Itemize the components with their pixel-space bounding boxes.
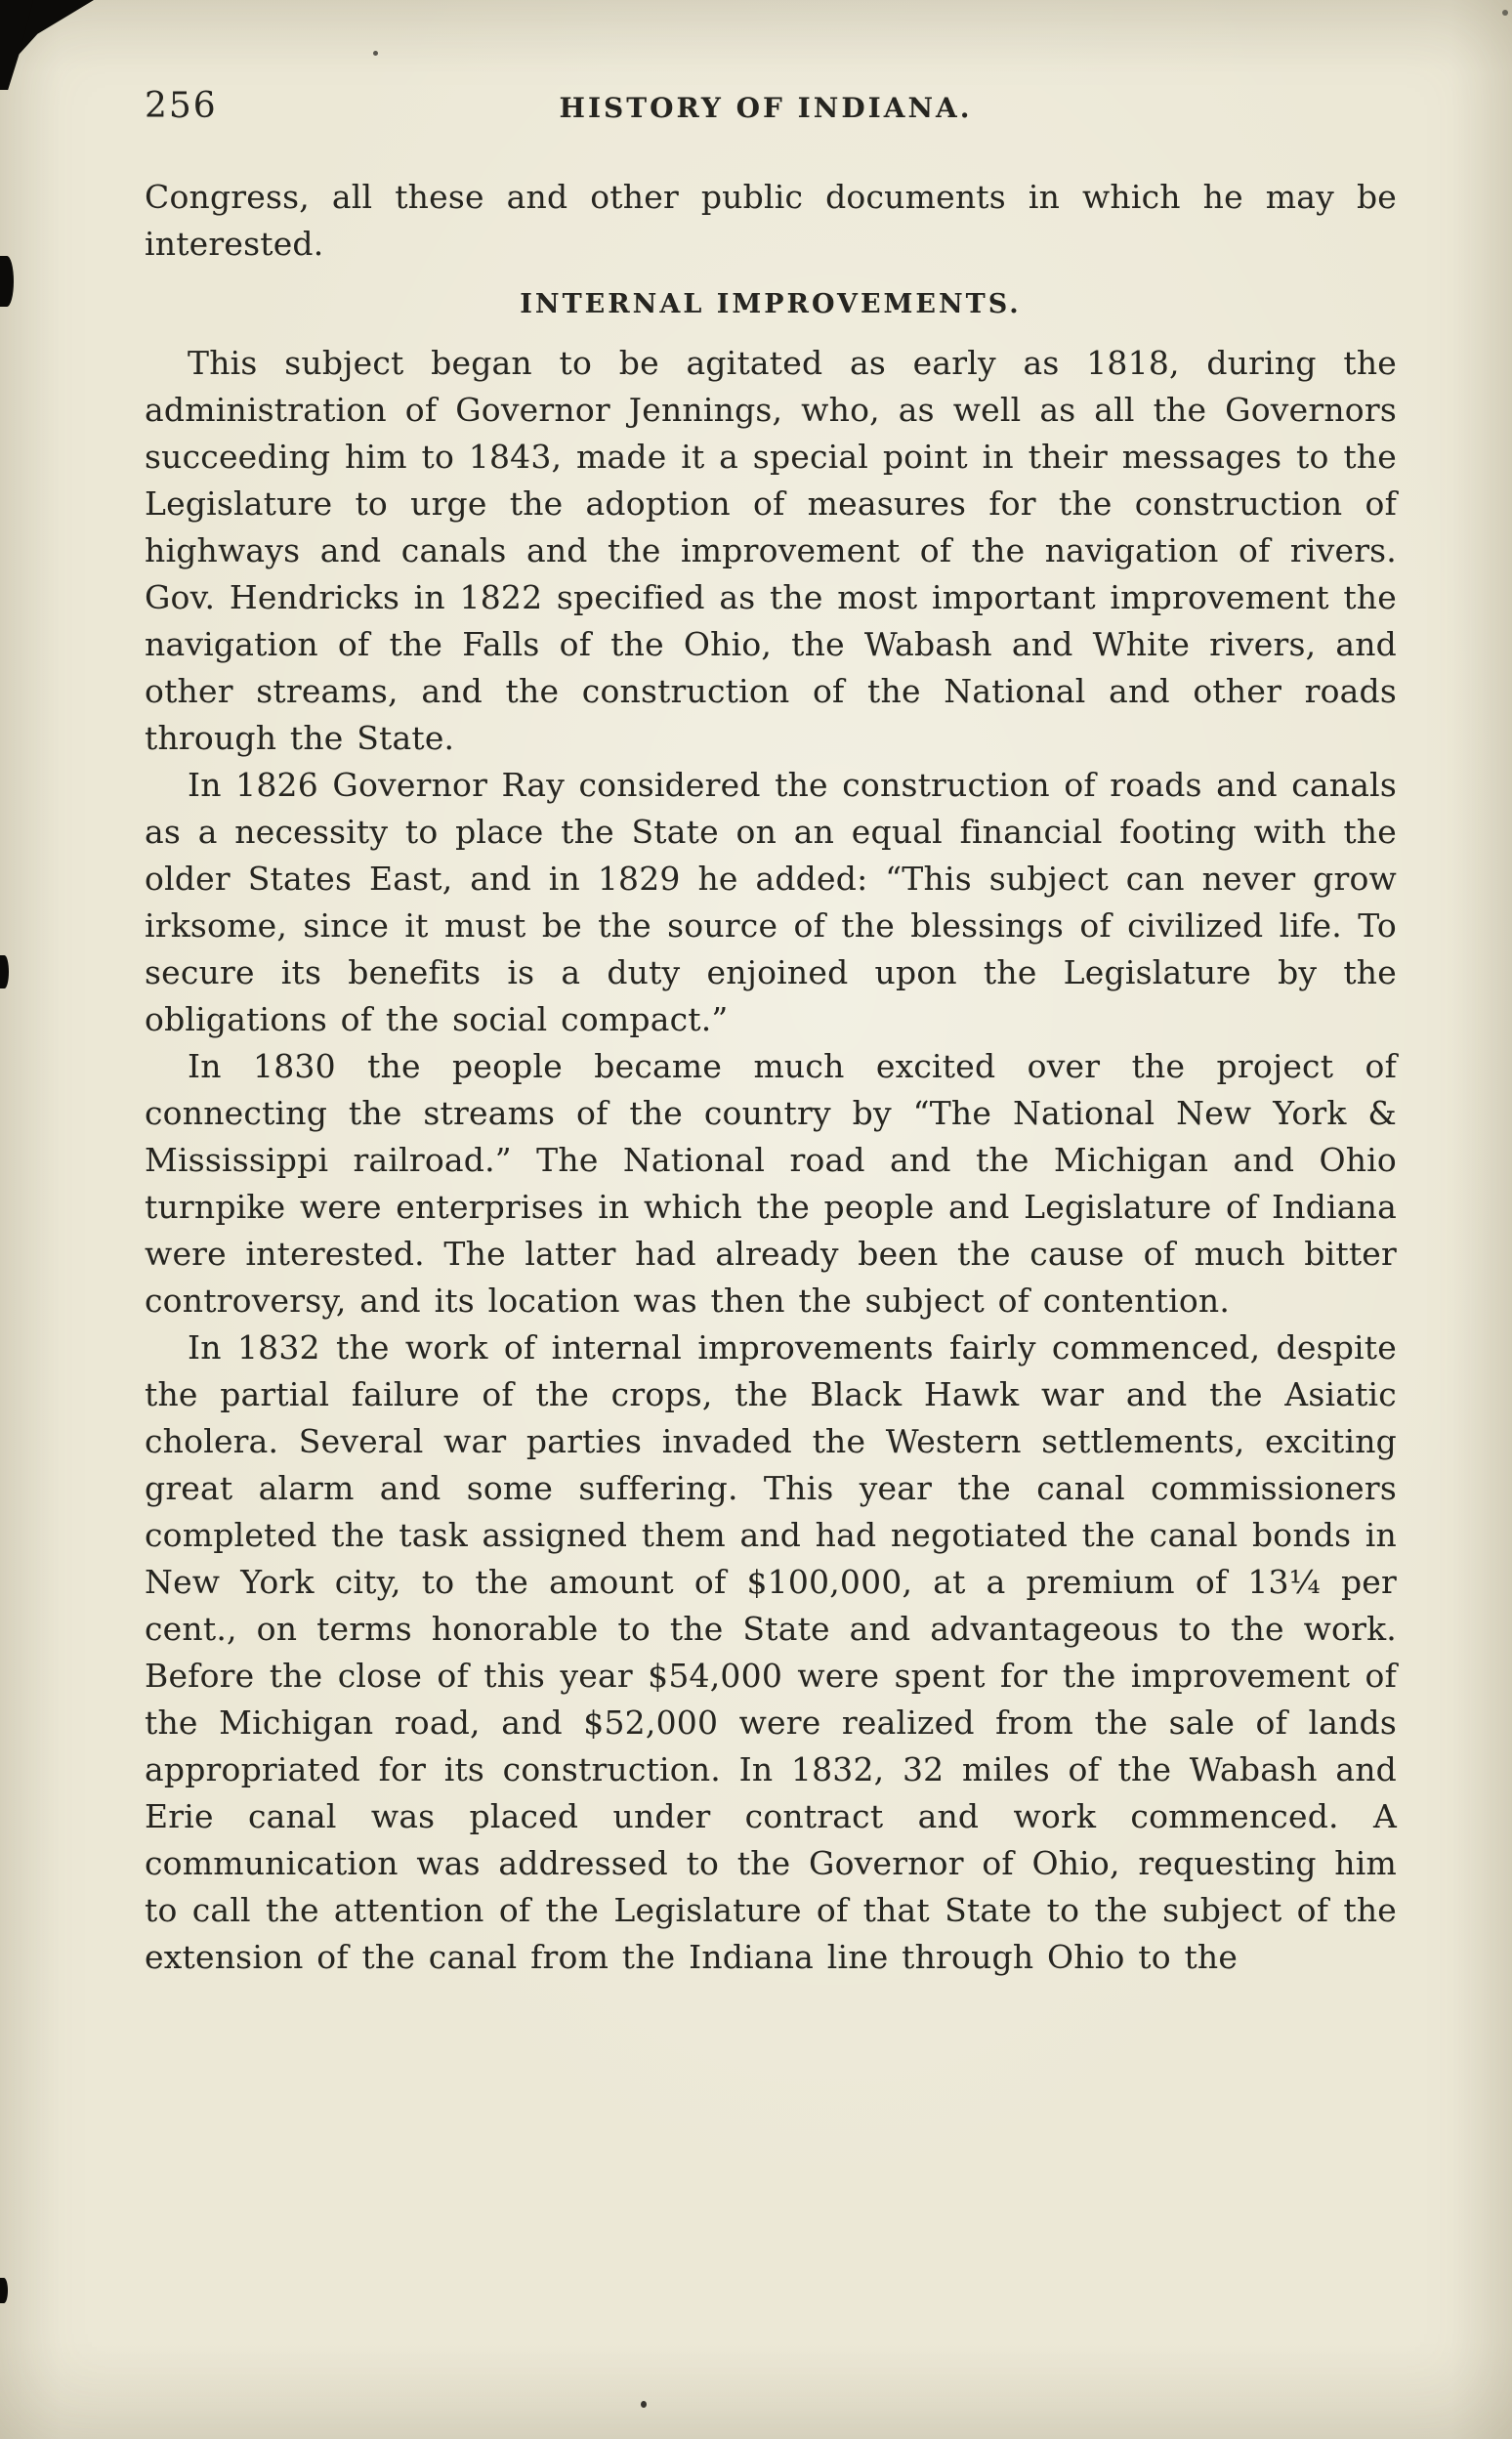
scan-speck-top-right (1502, 10, 1508, 16)
scan-speck-bottom (641, 2401, 647, 2408)
scan-artifact-left-edge-1 (0, 256, 14, 307)
intro-paragraph: Congress, all these and other public documents in which he may be interested. (145, 178, 1397, 263)
scan-artifact-left-edge-2 (0, 955, 9, 988)
paragraph-2: In 1826 Governor Ray considered the construction of roads and canals as a necessity to place the State on an equal financial footing with the older States East, and in 1829 he added: “This subject can never grow irksome, since it must be the source of the blessings of civilized life. To secure its benefits is a duty enjoined upon the Legislature by the obligations of the social compact.” (145, 766, 1397, 1038)
scan-artifact-left-edge-3 (0, 2278, 8, 2303)
paragraph-1: This subject began to be agitated as early as 1818, during the administration of Governor Jennings, who, as well as all the Governors succeeding him to 1843, made it a special point in their messages to the Legislature to urge the adoption of measures for the construction of highways and canals and the improvement of the navigation of rivers. Gov. Hendricks in 1822 specified as the most important improvement the navigation of the Falls of the Ohio, the Wabash and White rivers, and other streams, and the construction of the National and other roads through the State. (145, 344, 1397, 757)
scan-artifact-top-left-2 (0, 0, 33, 90)
page-number: 256 (145, 86, 218, 126)
running-head (145, 86, 1387, 133)
running-title: HISTORY OF INDIANA. (559, 92, 973, 124)
paragraph-4: In 1832 the work of internal improvements fairly commenced, despite the partial failure of the crops, the Black Hawk war and the Asiatic cholera. Several war parties invaded the Western settlements, exciting great alarm and some suffering. This year the canal commissioners completed the task assigned them and had negotiated the canal bonds in New York city, to the amount of $100,000, at a premium of 13¼ per cent., on terms honorable to the State and advantageous to the work. Before the close of this year $54,000 were spent for the improvement of the Michigan road, and $52,000 were realized from the sale of lands appropriated for its construction. In 1832, 32 miles of the Wabash and Erie canal was placed under contract and work commenced. A communication was addressed to the Governor of Ohio, requesting him to call the attention of the Legislature of that State to the subject of the extension of the canal from the Indiana line through Ohio to the (145, 1328, 1397, 1976)
section-heading: INTERNAL IMPROVEMENTS. (520, 289, 1022, 319)
scan-speck-top (373, 51, 378, 56)
page-body (145, 174, 1397, 1981)
paragraph-3: In 1830 the people became much excited over the project of connecting the streams of the country by “The National New York & Mississippi railroad.” The National road and the Michigan and Ohio turnpike were enterprises in which the people and Legislature of Indiana were interested. The latter had already been the cause of much bitter controversy, and its location was then the subject of contention. (145, 1047, 1397, 1320)
